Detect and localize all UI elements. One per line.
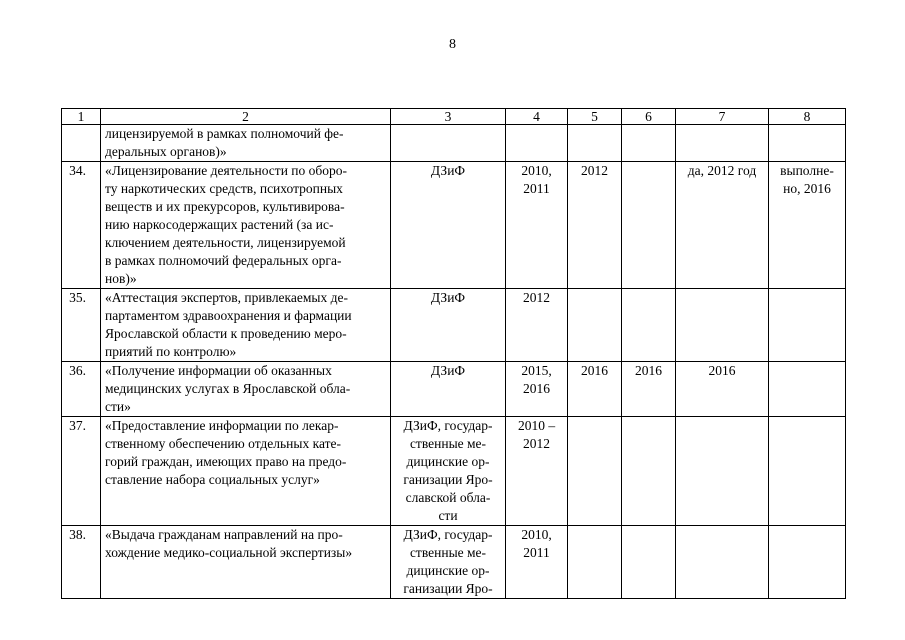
executor-cell — [391, 162, 506, 289]
period-cell — [506, 526, 568, 599]
text-line: приятий по контролю» — [105, 344, 237, 359]
col6-cell — [622, 362, 676, 417]
text-line: 2011 — [523, 181, 550, 196]
text-line: «Получение информации об оказанных — [105, 363, 332, 378]
table-row — [62, 125, 846, 162]
executor-cell — [391, 289, 506, 362]
text-line: Ярославской области к проведению меро- — [105, 326, 347, 341]
col5-cell — [568, 125, 622, 162]
text-line: 2016 — [523, 381, 550, 396]
col5-cell — [568, 526, 622, 599]
text-line: ганизации Яро- — [403, 581, 493, 596]
col5-cell — [568, 162, 622, 289]
header-cell: 5 — [568, 109, 622, 125]
table-row — [62, 289, 846, 362]
service-description — [101, 417, 391, 526]
header-cell: 4 — [506, 109, 568, 125]
text-line: ДЗиФ, государ- — [403, 418, 493, 433]
header-cell: 7 — [676, 109, 769, 125]
text-line: ственному обеспечению отдельных кате- — [105, 436, 341, 451]
col8-cell — [769, 289, 846, 362]
period-cell — [506, 289, 568, 362]
text-line: славской обла- — [405, 490, 491, 505]
text-line: да, 2012 год — [687, 163, 757, 178]
executor-cell — [391, 125, 506, 162]
text-line: 2010, — [521, 163, 552, 178]
text-line: 2015, — [521, 363, 552, 378]
text-line: ственные ме- — [409, 436, 487, 451]
col8-cell — [769, 162, 846, 289]
text-line: 2016 — [581, 363, 608, 378]
row-number — [62, 125, 101, 162]
text-line: 2012 — [523, 436, 550, 451]
text-line: ственные ме- — [409, 545, 487, 560]
text-line: нов)» — [105, 271, 137, 286]
col5-cell — [568, 289, 622, 362]
text-line: сти» — [105, 399, 131, 414]
text-line: дицинские ор- — [406, 563, 490, 578]
page-number: 8 — [449, 37, 456, 52]
text-line: хождение медико-социальной экспертизы» — [105, 545, 353, 560]
col6-cell — [622, 162, 676, 289]
text-line: нию наркосодержащих растений (за ис- — [105, 217, 334, 232]
col6-cell — [622, 125, 676, 162]
text-line: 2010, — [521, 527, 552, 542]
table-header-row — [62, 109, 846, 125]
text-line: 2012 — [581, 163, 608, 178]
text-line: 2012 — [523, 290, 550, 305]
col6-cell — [622, 289, 676, 362]
row-number: 36. — [62, 362, 101, 417]
col7-cell — [676, 289, 769, 362]
executor-cell — [391, 417, 506, 526]
col8-cell — [769, 362, 846, 417]
period-cell — [506, 362, 568, 417]
text-line: ДЗиФ — [430, 290, 466, 305]
period-cell — [506, 125, 568, 162]
text-line: лицензируемой в рамках полномочий фе- — [105, 126, 344, 141]
col8-cell — [769, 417, 846, 526]
text-line: ДЗиФ — [430, 163, 466, 178]
executor-cell — [391, 362, 506, 417]
text-line: ключением деятельности, лицензируемой — [105, 235, 346, 250]
col7-cell — [676, 125, 769, 162]
row-number: 38. — [62, 526, 101, 599]
text-line: ставление набора социальных услуг» — [105, 472, 320, 487]
table-row — [62, 362, 846, 417]
col7-cell — [676, 162, 769, 289]
col7-cell — [676, 526, 769, 599]
text-line: ДЗиФ — [430, 363, 466, 378]
row-number: 35. — [62, 289, 101, 362]
executor-cell — [391, 526, 506, 599]
text-line: «Аттестация экспертов, привлекаемых де- — [105, 290, 348, 305]
text-line: ту наркотических средств, психотропных — [105, 181, 343, 196]
text-line: медицинских услугах в Ярославской обла- — [105, 381, 351, 396]
col8-cell — [769, 526, 846, 599]
text-line: ганизации Яро- — [403, 472, 493, 487]
text-line: выполне- — [780, 163, 834, 178]
text-line: «Лицензирование деятельности по оборо- — [105, 163, 348, 178]
service-description — [101, 162, 391, 289]
col8-cell — [769, 125, 846, 162]
header-cell: 3 — [391, 109, 506, 125]
text-line: 2016 — [635, 363, 662, 378]
text-line: «Выдача гражданам направлений на про- — [105, 527, 343, 542]
header-cell: 8 — [769, 109, 846, 125]
table-row — [62, 417, 846, 526]
period-cell — [506, 417, 568, 526]
header-cell: 2 — [101, 109, 391, 125]
table-row — [62, 162, 846, 289]
text-line: ДЗиФ, государ- — [403, 527, 493, 542]
col6-cell — [622, 417, 676, 526]
service-description — [101, 526, 391, 599]
service-description — [101, 362, 391, 417]
text-line: сти — [438, 508, 458, 523]
header-cell: 6 — [622, 109, 676, 125]
registry-table — [61, 108, 846, 599]
period-cell — [506, 162, 568, 289]
service-description — [101, 289, 391, 362]
text-line: веществ и их прекурсоров, культивирова- — [105, 199, 345, 214]
text-line: дицинские ор- — [406, 454, 490, 469]
text-line: в рамках полномочий федеральных орга- — [105, 253, 342, 268]
text-line: 2011 — [523, 545, 550, 560]
text-line: горий граждан, имеющих право на предо- — [105, 454, 347, 469]
col7-cell — [676, 362, 769, 417]
row-number: 34. — [62, 162, 101, 289]
text-line: 2010 – — [517, 418, 556, 433]
text-line: «Предоставление информации по лекар- — [105, 418, 339, 433]
text-line: деральных органов)» — [105, 144, 227, 159]
table-row — [62, 526, 846, 599]
service-description — [101, 125, 391, 162]
row-number: 37. — [62, 417, 101, 526]
col7-cell — [676, 417, 769, 526]
text-line: 2016 — [708, 363, 736, 378]
text-line: партаментом здравоохранения и фармации — [105, 308, 352, 323]
text-line: но, 2016 — [783, 181, 831, 196]
header-cell: 1 — [62, 109, 101, 125]
col5-cell — [568, 417, 622, 526]
col6-cell — [622, 526, 676, 599]
col5-cell — [568, 362, 622, 417]
